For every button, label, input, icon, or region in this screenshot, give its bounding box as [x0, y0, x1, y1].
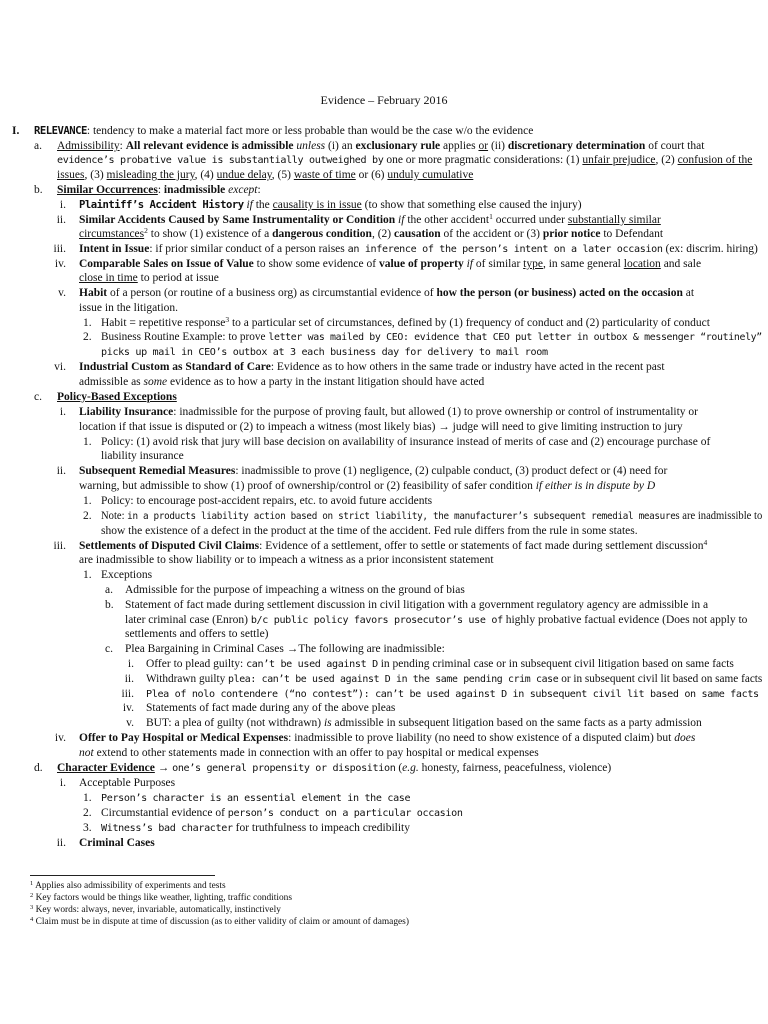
- text-line: [79, 731, 695, 746]
- text-line: [101, 316, 710, 331]
- item-label: a.: [34, 140, 42, 152]
- text-run: Industrial Custom as Standard of Care: [79, 361, 271, 373]
- text-run: highly probative factual evidence (Does not apply to: [502, 614, 748, 626]
- text-line: [125, 598, 708, 613]
- text-run: occurred under: [492, 214, 568, 226]
- text-run: if: [246, 199, 253, 211]
- item-label: b.: [34, 184, 43, 196]
- footnote: [30, 881, 226, 892]
- text-run: causality is in issue: [272, 199, 362, 211]
- text-run: →: [154, 762, 173, 774]
- text-line: [146, 657, 734, 673]
- item-label: vi.: [54, 361, 66, 373]
- text-run: Admissibility: [57, 140, 120, 152]
- text-run: (i) an: [325, 140, 356, 152]
- text-run: for truthfulness to impeach credibility: [232, 822, 410, 834]
- text-run: Exceptions: [101, 569, 153, 581]
- text-run: Liability Insurance: [79, 406, 174, 418]
- text-run: Criminal Cases: [79, 837, 155, 849]
- item-label: d.: [34, 762, 43, 774]
- item-label: 1.: [83, 792, 92, 804]
- text-line: [57, 153, 752, 169]
- text-line: [79, 420, 683, 435]
- text-run: , in same general: [542, 258, 624, 270]
- text-run: plea: can’t be used against D in the same pending crim case: [227, 674, 559, 685]
- text-run: does: [674, 732, 696, 744]
- text-run: : if prior similar conduct of a person raises: [149, 243, 348, 255]
- text-run: unless: [296, 140, 326, 152]
- text-line: [146, 701, 395, 716]
- text-run: (to show that something else caused the injury): [361, 199, 582, 211]
- text-run: :: [119, 140, 126, 152]
- text-run: unduly cumulative: [387, 169, 474, 181]
- text-run: (: [395, 762, 403, 774]
- text-run: Intent in Issue: [79, 243, 150, 255]
- text-run: value of property: [378, 258, 464, 270]
- text-line: [125, 642, 445, 657]
- text-run: prior notice: [542, 228, 601, 240]
- text-run: if either is in dispute by D: [535, 480, 656, 492]
- footnote-text: Applies also admissibility of experiments and tests: [35, 881, 226, 891]
- section-definition: : tendency to make a material fact more or less probable than would be the case w/o the evidence: [86, 125, 534, 137]
- text-run: e.g.: [402, 762, 419, 774]
- text-run: of a person (or routine of a business org) as circumstantial evidence of: [107, 287, 437, 299]
- item-label: ii.: [56, 465, 66, 477]
- text-line: [57, 761, 611, 777]
- text-run: an inference of the person’s intent on a later occasion: [347, 244, 663, 255]
- text-run: letter was mailed by CEO: evidence that CEO put letter in outbox & messenger “routinely”: [268, 332, 762, 343]
- text-run: BUT: a plea of guilty (not withdrawn): [146, 717, 324, 729]
- text-run: to show (1) existence of a: [147, 228, 273, 240]
- text-run: Business Routine Example: to prove: [101, 331, 269, 343]
- item-label: a.: [105, 584, 113, 596]
- text-line: [79, 553, 494, 568]
- text-line: [79, 213, 661, 228]
- text-line: [79, 405, 698, 420]
- text-run: to period at issue: [137, 272, 219, 284]
- item-label: iv.: [122, 702, 134, 714]
- item-label: i.: [59, 777, 66, 789]
- text-run: , (3): [84, 169, 107, 181]
- text-run: , (2): [371, 228, 394, 240]
- text-run: unfair prejudice: [582, 154, 656, 166]
- item-label: 1.: [83, 569, 92, 581]
- footnote-number: 3: [30, 904, 34, 911]
- text-line: [125, 583, 465, 598]
- text-line: [101, 449, 184, 464]
- text-run: : inadmissible to prove liability (no need to show existence of a disputed claim) but: [288, 732, 675, 744]
- text-line: [79, 198, 582, 213]
- text-run: Person’s character is an essential element in the case: [101, 793, 411, 804]
- text-run: Witness’s bad character: [101, 823, 233, 834]
- item-label: 2.: [83, 510, 92, 522]
- section-heading: RELEVANCE: [34, 125, 87, 137]
- text-run: Policy-Based Exceptions: [57, 391, 177, 403]
- text-run: : Evidence of a settlement, offer to settle or statements of fact made during settlement discussion: [259, 540, 704, 552]
- text-run: confusion of the: [677, 154, 753, 166]
- text-line: [79, 464, 667, 479]
- text-run: Plaintiff’s Accident History: [79, 199, 244, 211]
- footnote-divider: [30, 875, 215, 876]
- footnote-text: Key factors would be things like weather, lighting, traffic conditions: [35, 893, 293, 903]
- text-run: or (6): [355, 169, 388, 181]
- text-run: Offer to Pay Hospital or Medical Expenses: [79, 732, 289, 744]
- text-line: [79, 776, 175, 791]
- text-line: [79, 227, 663, 242]
- text-run: show the existence of a defect in the product at the time of the accident. Fed rule differs from the rule in some states.: [101, 525, 638, 537]
- text-line: [101, 345, 548, 361]
- text-run: : inadmissible for the purpose of proving fault, but allowed (1) to prove ownership or control of instrumentality or: [173, 406, 699, 418]
- text-run: : Evidence as to how others in the same trade or industry have acted in the recent past: [270, 361, 665, 373]
- text-line: [79, 836, 155, 851]
- text-run: waste of time: [293, 169, 356, 181]
- text-line: [79, 746, 539, 761]
- text-run: inadmissible: [163, 184, 226, 196]
- text-run: of court that: [645, 140, 705, 152]
- item-label: iii.: [53, 243, 66, 255]
- footnote-ref: 1: [489, 212, 493, 221]
- text-run: (ii): [488, 140, 508, 152]
- text-run: to show some evidence of: [253, 258, 379, 270]
- footnote-number: 1: [30, 880, 34, 887]
- text-run: Admissible for the purpose of impeaching a witness on the ground of bias: [125, 584, 465, 596]
- text-run: : inadmissible to prove (1) negligence, (2) culpable conduct, (3) product defect or (4) need for: [235, 465, 668, 477]
- text-line: [57, 390, 177, 405]
- text-run: undue delay: [216, 169, 272, 181]
- text-run: evidence as to how a party in the instant litigation should have acted: [167, 376, 485, 388]
- text-run: Note:: [101, 510, 128, 522]
- text-run: of similar: [473, 258, 524, 270]
- text-run: at: [682, 287, 695, 299]
- item-label: iii.: [53, 540, 66, 552]
- item-label: 1.: [83, 317, 92, 329]
- text-run: Statements of fact made during any of the above pleas: [146, 702, 396, 714]
- text-run: Offer to plead guilty:: [146, 658, 247, 670]
- text-run: of the accident or (3): [440, 228, 543, 240]
- text-run: Plea of nolo contendere (“no contest”): can’t be used against D in subsequent civil lit based on same facts: [146, 689, 759, 700]
- text-run: dangerous condition: [272, 228, 372, 240]
- text-run: Habit: [79, 287, 108, 299]
- text-run: are inadmissible to show liability or to impeach a witness as a prior inconsistent statement: [79, 554, 494, 566]
- item-label: iv.: [54, 732, 66, 744]
- text-run: :: [257, 184, 261, 196]
- section-heading-line: [34, 124, 533, 139]
- text-line: [79, 301, 178, 316]
- text-line: [79, 539, 707, 554]
- text-line: [101, 509, 762, 525]
- item-label: iii.: [121, 688, 134, 700]
- item-label: c.: [105, 643, 113, 655]
- text-run: is: [323, 717, 332, 729]
- text-run: discretionary determination: [507, 140, 646, 152]
- text-run: in a products liability action based on strict liability, the manufacturer’s subsequent remedial measure: [127, 511, 676, 522]
- text-run: if: [398, 214, 405, 226]
- text-line: [101, 494, 432, 509]
- text-run: Similar Occurrences: [57, 184, 158, 196]
- item-label: ii.: [56, 214, 66, 226]
- footnote-number: 4: [30, 916, 34, 923]
- text-run: (ex: discrim. hiring): [662, 243, 758, 255]
- text-run: except: [228, 184, 258, 196]
- text-line: [146, 672, 762, 688]
- footnote-ref: 2: [144, 226, 148, 235]
- text-line: [57, 139, 704, 154]
- item-label: ii.: [124, 673, 134, 685]
- text-run: picks up mail in CEO’s outbox at 3 each business day for delivery to mail room: [101, 347, 548, 358]
- footnote-number: 2: [30, 892, 34, 899]
- text-line: [79, 286, 694, 301]
- text-run: Similar Accidents Caused by Same Instrumentality or Condition: [79, 214, 396, 226]
- footnote-ref: 4: [703, 538, 708, 547]
- footnote-ref: 3: [225, 315, 230, 324]
- text-run: circumstances: [79, 228, 145, 240]
- footnote-text: Claim must be in dispute at time of discussion (as to either validity of claim or amount of damages): [35, 917, 409, 927]
- text-run: location if that issue is disputed or (2) to impeach a witness (most likely bias) → judge will need to give limiting instruction to jury: [79, 421, 683, 433]
- text-run: and sale: [660, 258, 702, 270]
- text-run: to a particular set of circumstances, defined by (1) frequency of conduct and (2) particularity of conduct: [229, 317, 710, 329]
- text-line: [57, 168, 473, 183]
- text-run: liability insurance: [101, 450, 184, 462]
- text-run: Policy: to encourage post-accident repairs, etc. to avoid future accidents: [101, 495, 433, 507]
- item-label: b.: [105, 599, 114, 611]
- text-run: type: [523, 258, 543, 270]
- text-line: [79, 360, 665, 375]
- text-run: warning, but admissible to show (1) proof of ownership/control or (2) feasibility of safer condition: [79, 480, 536, 492]
- footnote: [30, 917, 409, 928]
- text-run: Statement of fact made during settlement discussion in civil litigation with a government regulatory agency are admissible in a: [125, 599, 709, 611]
- text-run: issue in the litigation.: [79, 302, 179, 314]
- item-label: iv.: [54, 258, 66, 270]
- text-run: person’s conduct on a particular occasion: [227, 808, 463, 819]
- text-run: s are inadmissible to: [675, 510, 763, 522]
- text-run: Subsequent Remedial Measures: [79, 465, 236, 477]
- document-title: Evidence – February 2016: [320, 93, 448, 107]
- footnote: [30, 905, 281, 916]
- text-run: Acceptable Purposes: [79, 777, 176, 789]
- footnote-text: Key words: always, never, invariable, automatically, instinctively: [35, 905, 281, 915]
- text-run: how the person (or business) acted on the occasion: [436, 287, 683, 299]
- text-line: [101, 524, 638, 539]
- text-run: honesty, fairness, peacefulness, violence): [418, 762, 612, 774]
- text-line: [79, 375, 484, 390]
- text-run: one’s general propensity or disposition: [172, 763, 396, 774]
- text-line: [146, 716, 702, 731]
- item-label: 1.: [83, 495, 92, 507]
- text-line: [125, 627, 269, 642]
- text-run: or: [478, 140, 489, 152]
- text-run: , (4): [194, 169, 217, 181]
- text-line: [79, 257, 701, 272]
- text-run: one or more pragmatic considerations: (1): [383, 154, 583, 166]
- text-run: applies: [440, 140, 479, 152]
- text-run: Policy: (1) avoid risk that jury will base decision on availability of insurance instead of merits of case and (2) encourage purchase of: [101, 436, 711, 448]
- text-run: Habit = repetitive response: [101, 317, 226, 329]
- item-label: i.: [127, 658, 134, 670]
- text-run: can’t be used against D: [246, 659, 378, 670]
- text-run: All relevant evidence is admissible: [125, 140, 294, 152]
- item-label: 2.: [83, 807, 92, 819]
- item-label: 1.: [83, 436, 92, 448]
- text-run: b/c public policy favors prosecutor’s use of: [250, 615, 503, 626]
- item-label: 2.: [83, 331, 92, 343]
- text-run: Character Evidence: [57, 762, 155, 774]
- text-line: [57, 183, 261, 198]
- text-line: [79, 271, 219, 286]
- text-run: the: [252, 199, 273, 211]
- section-number: I.: [12, 125, 20, 137]
- text-run: , (2): [655, 154, 678, 166]
- item-label: c.: [34, 391, 42, 403]
- text-run: exclusionary rule: [355, 140, 441, 152]
- text-run: settlements and offers to settle): [125, 628, 269, 640]
- item-label: v.: [58, 287, 66, 299]
- text-line: [101, 806, 463, 822]
- item-label: ii.: [56, 837, 66, 849]
- text-run: evidence’s probative value is substantially outweighed by: [57, 155, 384, 166]
- text-line: [101, 791, 410, 807]
- text-run: misleading the jury: [106, 169, 195, 181]
- text-run: later criminal case (Enron): [125, 614, 251, 626]
- text-run: , (5): [271, 169, 294, 181]
- text-run: Comparable Sales on Issue of Value: [79, 258, 254, 270]
- text-run: to Defendant: [600, 228, 664, 240]
- footnote: [30, 893, 292, 904]
- text-run: Settlements of Disputed Civil Claims: [79, 540, 260, 552]
- text-run: causation: [393, 228, 441, 240]
- text-run: not: [79, 747, 94, 759]
- text-run: Withdrawn guilty: [146, 673, 228, 685]
- text-run: if: [466, 258, 473, 270]
- item-label: i.: [59, 406, 66, 418]
- text-run: Circumstantial evidence of: [101, 807, 228, 819]
- text-line: [101, 435, 710, 450]
- text-run: close in time: [79, 272, 138, 284]
- text-run: admissible as: [79, 376, 144, 388]
- text-run: substantially similar: [567, 214, 661, 226]
- text-run: or in subsequent civil lit based on same facts: [558, 673, 763, 685]
- item-label: 3.: [83, 822, 92, 834]
- text-line: [79, 242, 758, 258]
- text-run: in pending criminal case or in subsequent civil litigation based on same facts: [377, 658, 734, 670]
- text-line: [101, 330, 762, 346]
- text-line: [79, 479, 655, 494]
- text-run: location: [623, 258, 661, 270]
- text-run: extend to other statements made in connection with an offer to pay hospital or medical expenses: [93, 747, 539, 759]
- text-run: admissible in subsequent litigation based on the same facts as a party admission: [331, 717, 702, 729]
- text-line: [101, 821, 410, 837]
- text-run: some: [143, 376, 168, 388]
- text-run: issues: [57, 169, 85, 181]
- text-run: Plea Bargaining in Criminal Cases →The following are inadmissible:: [125, 643, 445, 655]
- item-label: i.: [59, 199, 66, 211]
- text-line: [101, 568, 152, 583]
- text-run: :: [157, 184, 164, 196]
- item-label: v.: [126, 717, 134, 729]
- text-run: the other accident: [404, 214, 490, 226]
